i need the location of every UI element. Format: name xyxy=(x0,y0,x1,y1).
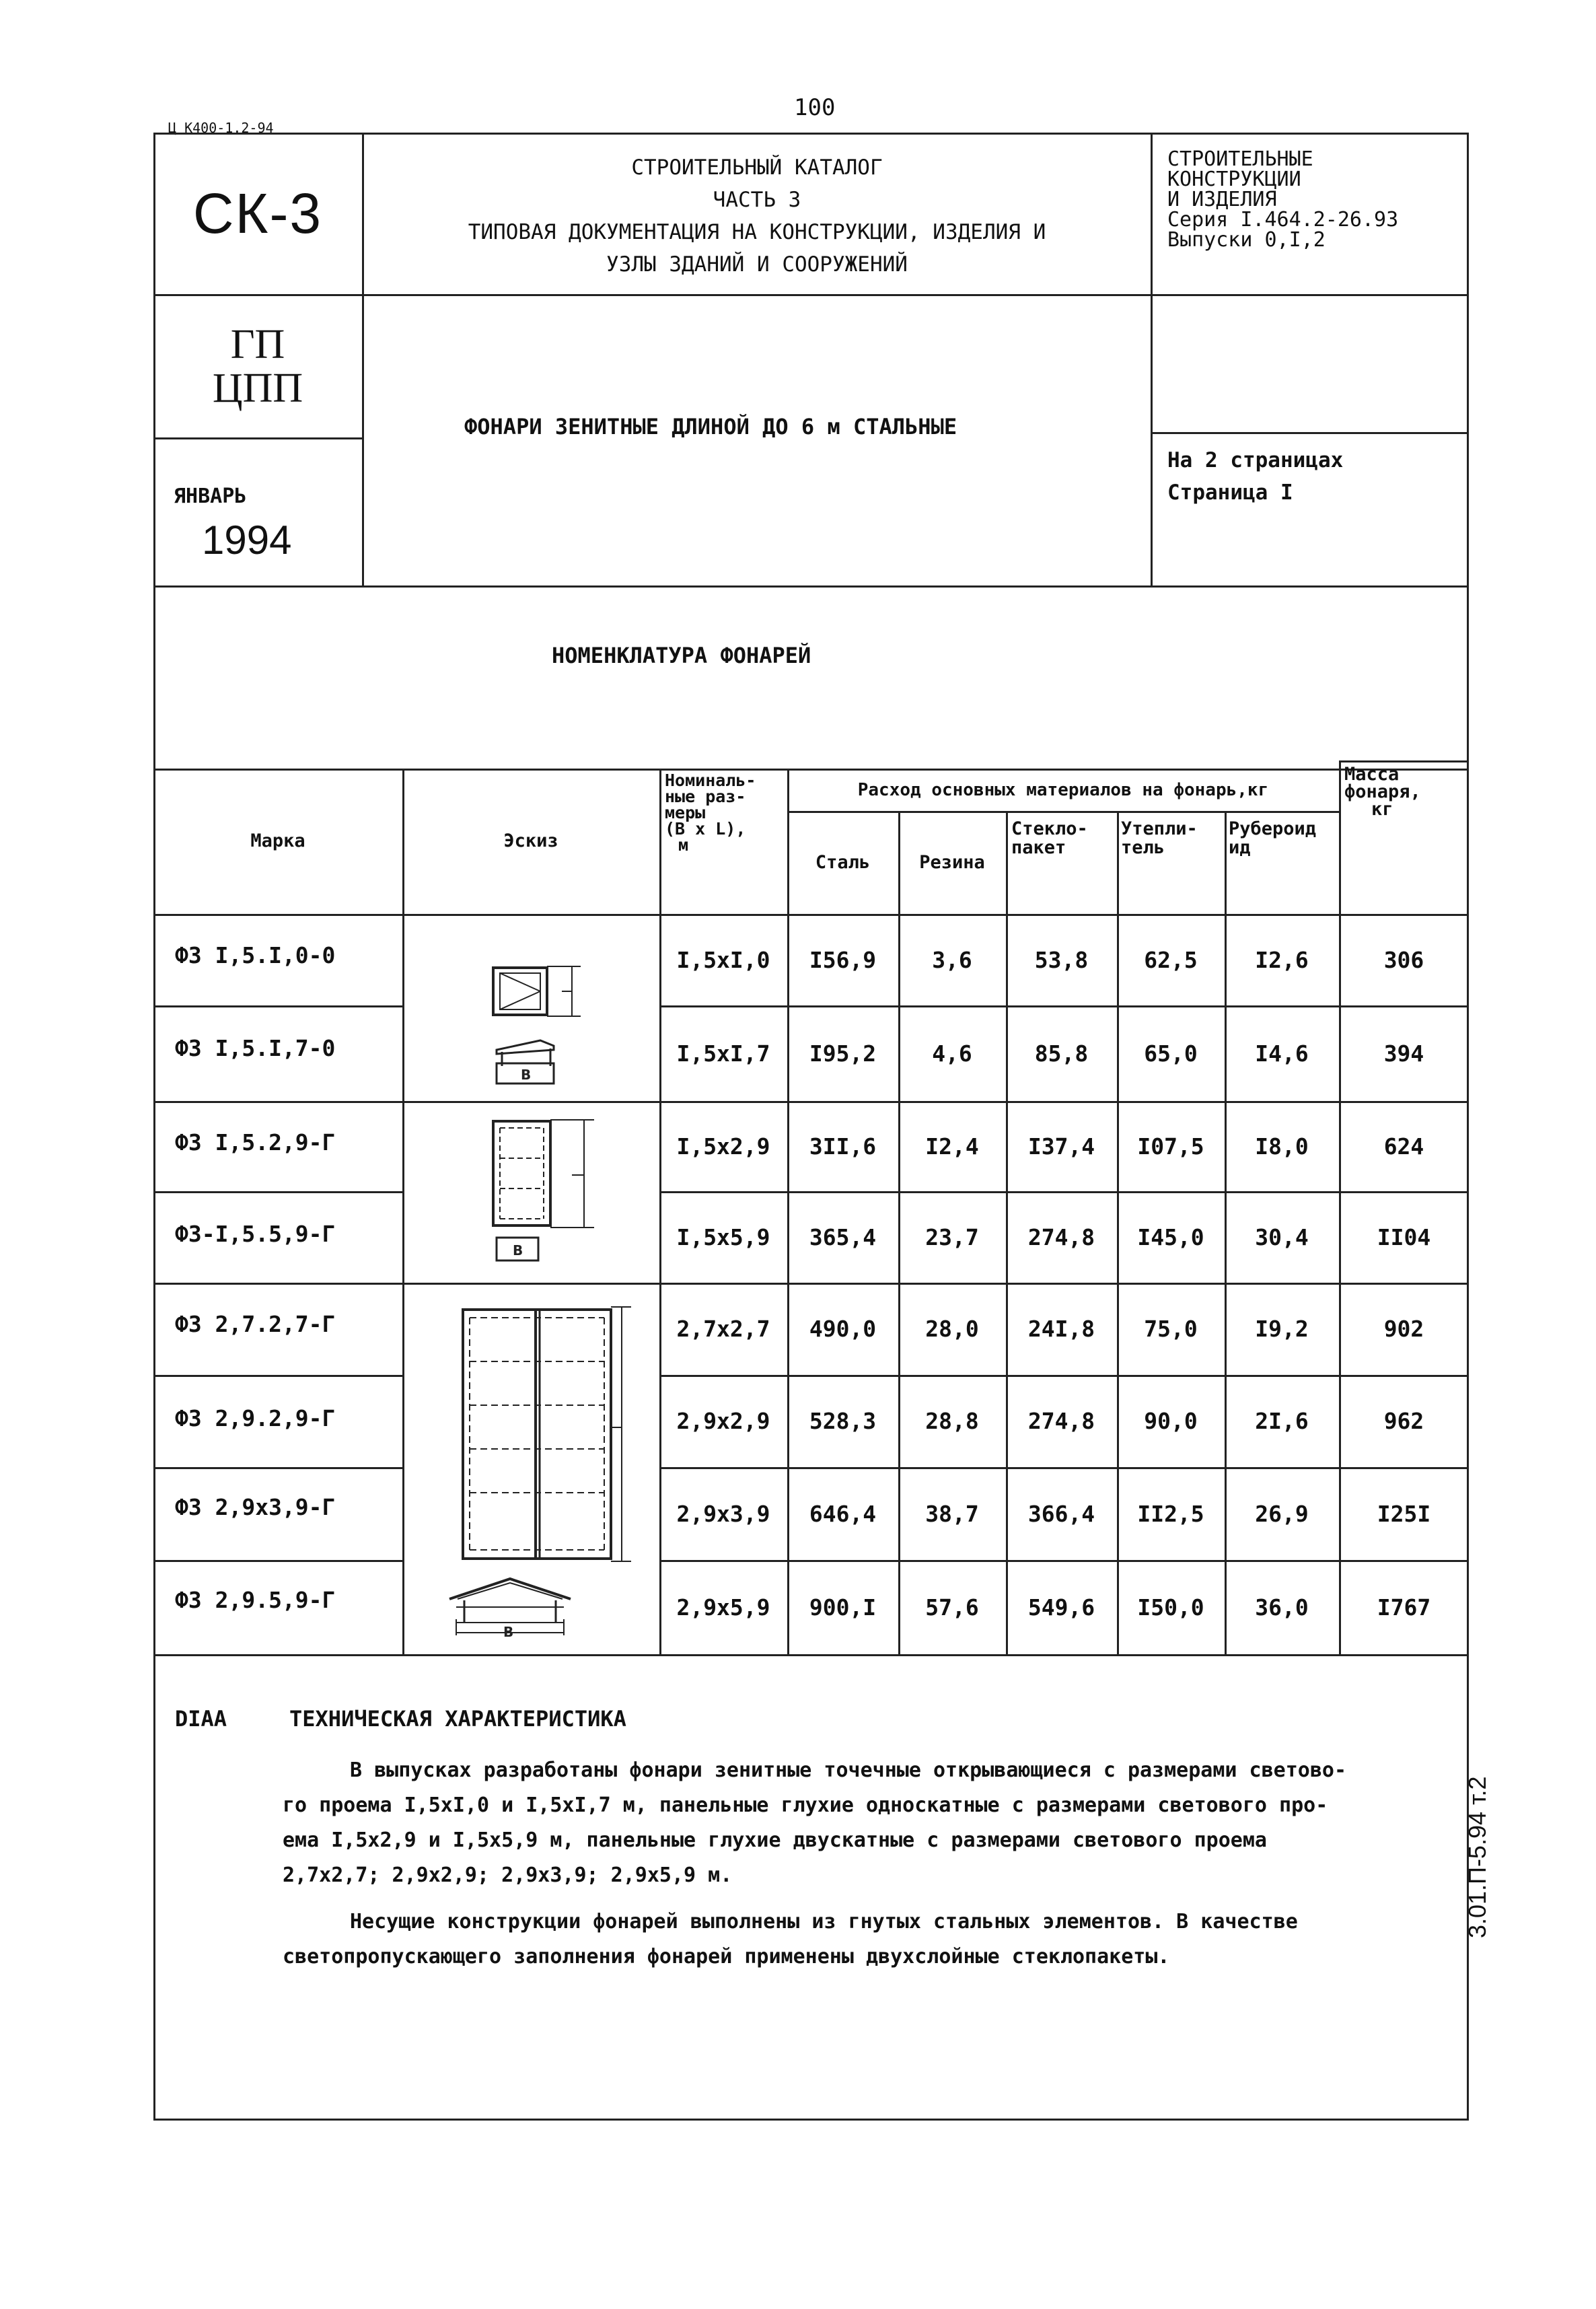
row-size: 2,7х2,7 xyxy=(676,1316,770,1342)
header-roofing xyxy=(1229,820,1338,857)
tech-section-code: DIAA xyxy=(175,1706,227,1732)
row-steel: 490,0 xyxy=(809,1316,877,1342)
sketch-skylight-double-slope xyxy=(402,1283,659,1654)
row-roofing: 2I,6 xyxy=(1255,1408,1309,1434)
stamp-divider xyxy=(362,294,1469,296)
sketch-label-b: В xyxy=(521,1067,532,1083)
series-info-line: СТРОИТЕЛЬНЫЕ xyxy=(1167,147,1313,171)
row-mark: ФЗ 2,9х3,9-Г xyxy=(175,1494,336,1520)
row-insulation: 65,0 xyxy=(1144,1040,1198,1067)
document-topic: ФОНАРИ ЗЕНИТНЫЕ ДЛИНОЙ ДО 6 м СТАЛЬНЫЕ xyxy=(464,414,957,439)
tech-section-title: ТЕХНИЧЕСКАЯ ХАРАКТЕРИСТИКА xyxy=(289,1706,626,1732)
row-glass: 53,8 xyxy=(1034,946,1089,973)
tech-paragraph-line: ема I,5х2,9 и I,5х5,9 м, панельные глухие двускатные с размерами светового проема xyxy=(283,1828,1267,1852)
row-mass: 306 xyxy=(1383,946,1424,973)
row-mass: II04 xyxy=(1377,1223,1431,1250)
stamp-divider xyxy=(1151,133,1153,587)
stamp-divider xyxy=(153,437,362,439)
sketch-skylight-single-slope xyxy=(402,1101,659,1283)
row-roofing: I2,6 xyxy=(1255,946,1309,973)
catalog-title-line: УЗЛЫ ЗДАНИЙ И СООРУЖЕНИЙ xyxy=(606,252,908,277)
row-size: 2,9х2,9 xyxy=(676,1408,770,1434)
row-glass: 85,8 xyxy=(1034,1040,1089,1067)
organization-code xyxy=(153,296,362,437)
header-mass xyxy=(1344,766,1465,818)
tech-paragraph-line: 2,7х2,7; 2,9х2,9; 2,9х3,9; 2,9х5,9 м. xyxy=(283,1863,733,1887)
series-info-line: И ИЗДЕЛИЯ xyxy=(1167,188,1277,211)
series-info-line: КОНСТРУКЦИИ xyxy=(1167,168,1301,191)
row-roofing: 30,4 xyxy=(1255,1223,1309,1250)
row-mark: ФЗ I,5.I,0-0 xyxy=(175,942,336,968)
catalog-title-line: ТИПОВАЯ ДОКУМЕНТАЦИЯ НА КОНСТРУКЦИИ, ИЗДЕЛИЯ И xyxy=(468,220,1046,244)
row-roofing: I9,2 xyxy=(1255,1316,1309,1342)
row-mass: 394 xyxy=(1383,1040,1424,1067)
table-rule xyxy=(153,1654,1469,1656)
header-mass-line: кг xyxy=(1371,799,1393,820)
row-insulation: 90,0 xyxy=(1144,1408,1198,1434)
row-steel: 365,4 xyxy=(809,1223,877,1250)
side-registration-code: 3.01.П-5.94 т.2 xyxy=(1463,1776,1491,1938)
row-size: I,5х5,9 xyxy=(676,1223,770,1250)
header-roofing-line: ид xyxy=(1229,837,1251,858)
row-rubber: 38,7 xyxy=(925,1500,979,1527)
row-size: I,5х2,9 xyxy=(676,1133,770,1160)
header-consumption: Расход основных материалов на фонарь,кг xyxy=(857,779,1269,800)
row-mass: I25I xyxy=(1377,1500,1431,1527)
series-info-line: Серия I.464.2-26.93 xyxy=(1167,208,1399,232)
row-mark: ФЗ 2,9.2,9-Г xyxy=(175,1405,336,1431)
header-glass-line: Стекло- xyxy=(1011,818,1088,839)
catalog-title-line: СТРОИТЕЛЬНЫЙ КАТАЛОГ xyxy=(631,155,883,180)
row-steel: 3II,6 xyxy=(809,1133,877,1160)
catalog-title xyxy=(363,151,1151,281)
sketch-label-b: В xyxy=(503,1624,514,1640)
tech-paragraph-line: Несущие конструкции фонарей выполнены из гнутых стальных элементов. В качестве xyxy=(350,1910,1298,1933)
issue-year: 1994 xyxy=(202,518,292,563)
row-roofing: 26,9 xyxy=(1255,1500,1309,1527)
header-insulation-line: тель xyxy=(1121,837,1165,858)
row-insulation: 62,5 xyxy=(1144,946,1198,973)
series-info xyxy=(1167,149,1398,250)
tech-paragraph-line: В выпусках разработаны фонари зенитные точечные открывающиеся с размерами светово- xyxy=(350,1759,1347,1782)
row-size: I,5хI,0 xyxy=(676,946,770,973)
series-info-line: Выпуски 0,I,2 xyxy=(1167,228,1326,252)
header-nominal-line: ные раз- xyxy=(665,787,746,806)
row-mark: ФЗ I,5.I,7-0 xyxy=(175,1035,336,1061)
row-steel: I95,2 xyxy=(809,1040,877,1067)
row-mark: ФЗ-I,5.5,9-Г xyxy=(175,1221,336,1247)
header-insulation xyxy=(1121,820,1223,857)
row-rubber: I2,4 xyxy=(925,1133,979,1160)
table-rule xyxy=(1339,760,1469,762)
header-nominal-line: меры xyxy=(665,803,706,822)
row-rubber: 4,6 xyxy=(932,1040,972,1067)
row-size: 2,9х5,9 xyxy=(676,1594,770,1621)
row-mass: 624 xyxy=(1383,1133,1424,1160)
row-roofing: I4,6 xyxy=(1255,1040,1309,1067)
page-count xyxy=(1167,444,1343,509)
sketch-label-b: В xyxy=(513,1242,523,1258)
row-steel: I56,9 xyxy=(809,946,877,973)
row-glass: 274,8 xyxy=(1027,1408,1095,1434)
header-sketch: Эскиз xyxy=(503,830,558,851)
row-steel: 900,I xyxy=(809,1594,877,1621)
row-roofing: I8,0 xyxy=(1255,1133,1309,1160)
page-count-total: На 2 страницах xyxy=(1167,448,1344,472)
issue-month: ЯНВАРЬ xyxy=(174,485,247,508)
row-mass: I767 xyxy=(1377,1594,1431,1621)
nomenclature-title: НОМЕНКЛАТУРА ФОНАРЕЙ xyxy=(552,643,811,668)
table-rule xyxy=(153,1467,402,1469)
row-insulation: 75,0 xyxy=(1144,1316,1198,1342)
header-nominal-size xyxy=(665,773,786,853)
organization-code-line2: ЦПП xyxy=(212,365,303,411)
header-nominal-line: Номиналь- xyxy=(665,771,756,790)
page-count-current: Страница I xyxy=(1167,481,1293,505)
row-rubber: 28,0 xyxy=(925,1316,979,1342)
tech-paragraph-line: светопропускающего заполнения фонарей применены двухслойные стеклопакеты. xyxy=(283,1945,1170,1968)
row-mass: 962 xyxy=(1383,1408,1424,1434)
header-steel: Сталь xyxy=(815,851,871,873)
row-glass: 274,8 xyxy=(1027,1223,1095,1250)
stamp-divider xyxy=(153,585,1469,588)
organization-code-line1: ГП xyxy=(230,321,285,367)
row-roofing: 36,0 xyxy=(1255,1594,1309,1621)
row-glass: I37,4 xyxy=(1027,1133,1095,1160)
row-steel: 646,4 xyxy=(809,1500,877,1527)
header-nominal-line: м xyxy=(678,835,689,855)
table-rule xyxy=(153,1560,402,1562)
row-rubber: 3,6 xyxy=(932,946,972,973)
tech-paragraph-line: го проема I,5хI,0 и I,5хI,7 м, панельные глухие односкатные с размерами светового про- xyxy=(283,1793,1328,1817)
header-mass-line: фонаря, xyxy=(1344,781,1421,802)
header-mass-line: Масса xyxy=(1344,764,1400,785)
row-steel: 528,3 xyxy=(809,1408,877,1434)
catalog-title-line: ЧАСТЬ 3 xyxy=(713,188,801,212)
row-mass: 902 xyxy=(1383,1316,1424,1342)
row-size: I,5хI,7 xyxy=(676,1040,770,1067)
row-rubber: 23,7 xyxy=(925,1223,979,1250)
row-rubber: 57,6 xyxy=(925,1594,979,1621)
table-rule xyxy=(153,1191,402,1193)
header-insulation-line: Утепли- xyxy=(1121,818,1198,839)
header-glass xyxy=(1011,820,1116,857)
row-insulation: I45,0 xyxy=(1137,1223,1204,1250)
row-glass: 366,4 xyxy=(1027,1500,1095,1527)
row-mark: ФЗ 2,9.5,9-Г xyxy=(175,1587,336,1613)
row-mark: ФЗ 2,7.2,7-Г xyxy=(175,1311,336,1337)
table-rule xyxy=(153,1375,402,1377)
header-glass-line: пакет xyxy=(1011,837,1066,858)
table-rule xyxy=(153,1005,402,1007)
header-nominal-line: (В х L), xyxy=(665,819,746,839)
row-glass: 24I,8 xyxy=(1027,1316,1095,1342)
page-number: 100 xyxy=(794,94,836,121)
row-size: 2,9х3,9 xyxy=(676,1500,770,1527)
row-glass: 549,6 xyxy=(1027,1594,1095,1621)
stamp-divider xyxy=(1151,432,1469,434)
header-roofing-line: Рубероид xyxy=(1229,818,1317,839)
row-insulation: I07,5 xyxy=(1137,1133,1204,1160)
sketch-skylight-small xyxy=(402,914,659,1101)
row-insulation: I50,0 xyxy=(1137,1594,1204,1621)
row-rubber: 28,8 xyxy=(925,1408,979,1434)
catalog-code: СК-3 xyxy=(192,181,323,245)
header-rubber: Резина xyxy=(919,851,985,873)
document-code: Ц К400-1.2-94 xyxy=(168,120,274,136)
header-mark: Марка xyxy=(250,830,305,851)
row-insulation: II2,5 xyxy=(1137,1500,1204,1527)
row-mark: ФЗ I,5.2,9-Г xyxy=(175,1129,336,1156)
